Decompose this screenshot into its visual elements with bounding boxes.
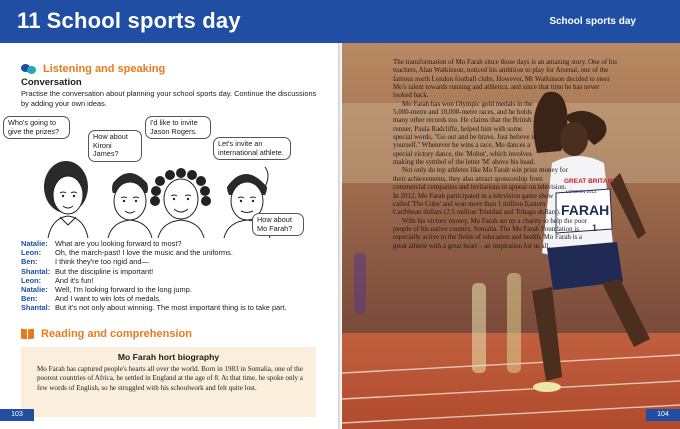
speaker-name: Leon:	[21, 248, 42, 258]
bib-number-text: 1	[592, 223, 598, 233]
bib-name-text: FARAH	[561, 202, 610, 218]
article-paragraph: The transformation of Mo Farah since those days is an amazing story. One of his teachers, Alan Watkinson, noticed his ambition to play for Arsenal, one of the famous north London football clubs. However, Mr Watkinson decided to steer Mo's talent towards running and athletics, and since that time he has never looked back.	[393, 58, 618, 100]
unit-number: 11	[17, 8, 41, 33]
speaker-name: Ben:	[21, 294, 38, 304]
article-paragraph: Not only do top athletes like Mo Farah win prize money for their achievements, they also attract sponsorship from commercial companies and invitations to appear on television. In 2012, Mo Farah participated in a television game show called 'The Cube' and won more than 1 million Eastern Caribbean dollars (2.5 million Trinidad and Tobago dollars).	[393, 166, 568, 217]
biography-text: Mo Farah has captured people's hearts all over the world. Born in 1983 in Somalia, one of the poorest countries of Africa, he settled in England at the age of 8. At that time, he spoke only a few words of English, so he struggled with his schoolwork and felt quite lost.	[37, 365, 303, 392]
unit-header-bar	[0, 0, 680, 43]
speech-bubble-text: I'd like to invite Jason Rogers.	[150, 118, 198, 136]
speech-bubble-jason	[145, 116, 211, 139]
dialogue-text: And it's fun!	[55, 275, 94, 285]
conversation-instructions: Practise the conversation about planning your school sports day. Continue the discussions by adding your own ideas.	[21, 89, 317, 108]
article-body	[393, 58, 617, 250]
dialogue-line	[21, 248, 333, 257]
unit-title-text: School sports day	[46, 8, 241, 33]
page-number-right: 104	[646, 409, 680, 421]
speech-bubble-text: How about Kironi James?	[93, 132, 128, 159]
speech-bubble-international	[213, 137, 291, 160]
dialogue-text: I think they're too rigid and—	[55, 257, 149, 267]
dialogue-text: But it's not only about winning. The most important thing is to take part.	[55, 303, 287, 313]
speech-bubble-prizes	[3, 116, 70, 139]
conversation-title: Conversation	[21, 77, 82, 88]
dialogue-text: And I want to win lots of medals.	[55, 294, 161, 304]
student-ben-drawing	[150, 168, 211, 238]
speech-bubbles-icon	[21, 63, 37, 75]
reading-section-heading	[21, 328, 192, 340]
dialogue-line	[21, 294, 333, 303]
reading-heading: Reading and comprehension	[41, 328, 192, 340]
listening-heading: Listening and speaking	[43, 63, 166, 75]
dialogue-line	[21, 257, 333, 266]
dialogue-text: But the discipline is important!	[55, 266, 154, 276]
student-leon-drawing	[108, 173, 152, 238]
speaker-name: Shantal:	[21, 266, 51, 276]
speech-bubble-text: Who's going to give the prizes?	[8, 118, 60, 136]
article-paragraph: Mo Farah has won Olympic gold medals in the 5,000-metre and 10,000-metre races, and he holds many other records too. He claims that the British runner, Paula Radcliffe, helped him with some special words, "Go out and be brave. Just believe in yourself." Whenever he wins a race, Mo dances a special victory dance, the 'Mobot', which involves making the symbol of the letter 'M' above his head.	[393, 99, 537, 167]
speech-bubble-text: Let's invite an international athlete.	[218, 139, 284, 157]
biography-box	[21, 347, 316, 417]
listening-section-heading	[21, 63, 165, 75]
student-natalie-drawing	[44, 161, 88, 238]
speaker-name: Ben:	[21, 257, 38, 267]
dialogue-line	[21, 239, 333, 248]
speaker-name: Shantal:	[21, 303, 51, 313]
speaker-name: Natalie:	[21, 239, 48, 248]
article-paragraph: With his victory money, Mo Farah set up a charity to help the poor people of his native country, Somalia. The Mo Farah Foundation is especially active in the fields of education and health. Mo Farah is a great athlete with a great heart – an inspiration for us all.	[393, 216, 588, 250]
page-number-left: 103	[0, 409, 34, 421]
bib-event-text: LONDON 2012	[566, 189, 597, 194]
dialogue-line	[21, 276, 333, 285]
conversation-dialogue	[21, 239, 333, 313]
dialogue-line	[21, 285, 333, 294]
dialogue-text: What are you looking forward to most?	[55, 239, 182, 248]
speech-bubble-text: How about Mo Farah?	[257, 215, 293, 233]
vest-brand-text: GREAT BRITAIN	[564, 178, 614, 185]
speech-bubble-mo-farah	[252, 213, 304, 236]
speech-bubble-kironi	[88, 130, 142, 162]
dialogue-line	[21, 303, 333, 312]
unit-title	[17, 8, 241, 34]
left-page	[0, 43, 338, 429]
biography-title: Mo Farah hort biography	[117, 352, 220, 362]
running-head: School sports day	[549, 16, 636, 27]
book-icon	[21, 328, 35, 340]
speaker-name: Natalie:	[21, 285, 48, 295]
dialogue-text: Well, I'm looking forward to the long jump.	[55, 285, 192, 295]
dialogue-line	[21, 267, 333, 276]
speaker-name: Leon:	[21, 275, 42, 285]
dialogue-text: Oh, the march-past! I love the music and the uniforms.	[55, 248, 233, 258]
right-page	[342, 43, 680, 429]
